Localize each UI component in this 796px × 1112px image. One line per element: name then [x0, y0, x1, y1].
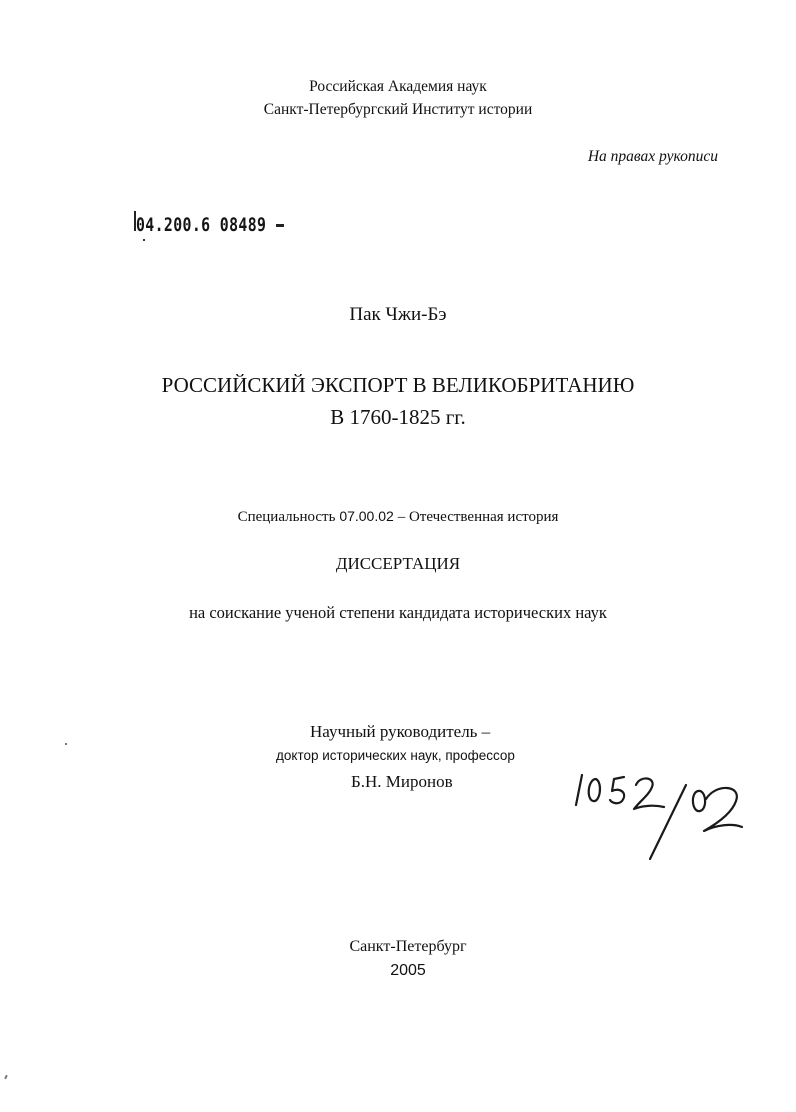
publication-city: Санкт-Петербург — [349, 938, 467, 955]
academy-name: Российская Академия наук — [309, 78, 487, 95]
document-type: ДИССЕРТАЦИЯ — [335, 554, 461, 573]
specialty-code: 07.00.02 — [339, 508, 394, 524]
scan-speck — [65, 743, 67, 745]
specialty-name: – Отечественная история — [397, 509, 559, 525]
supervisor-label: Научный руководитель – — [310, 722, 491, 741]
institute-name: Санкт-Петербургский Институт истории — [263, 101, 533, 118]
supervisor-name: Б.Н. Миронов — [351, 772, 453, 791]
supervisor-title: доктор исторических наук, профессор — [276, 748, 515, 763]
registry-dash-mark — [276, 224, 284, 227]
publication-year: 2005 — [390, 962, 426, 979]
registry-number: 04.200.6 08489 — [136, 214, 267, 236]
dissertation-title-line-1: РОССИЙСКИЙ ЭКСПОРТ В ВЕЛИКОБРИТАНИЮ — [161, 373, 635, 397]
dissertation-title-line-2: В 1760-1825 гг. — [330, 405, 466, 429]
degree-statement: на соискание ученой степени кандидата исторических наук — [189, 603, 607, 622]
registry-dot-mark — [143, 239, 145, 241]
manuscript-rights-note: На правах рукописи — [587, 148, 718, 165]
handwritten-note — [566, 765, 756, 865]
scan-speck — [4, 1075, 8, 1079]
specialty-label: Специальность — [237, 509, 336, 525]
author-name: Пак Чжи-Бэ — [349, 304, 447, 325]
specialty — [0, 508, 796, 526]
